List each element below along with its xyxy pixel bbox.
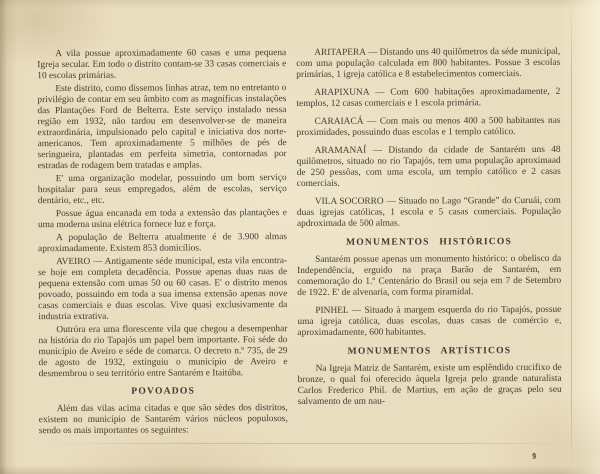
paragraph: Santarém possue apenas um monumento histórico: o obelisco da Independência, erguido na praça Barão de Santarém, em comemoração do 1.º Centenário do Brasil ou seja em 7 de Setembro de 1922. E' de alvenaria, com forma piramidal.: [297, 253, 562, 299]
paragraph: Possue água encanada em toda a extensão das plantações e uma moderna usina elétrica fornece luz e força.: [37, 208, 287, 231]
paragraph: ARAPIXUNA — Com 600 habitações aproximadamente, 2 templos, 12 casas comerciais e 1 escola primária.: [296, 86, 561, 110]
paper-crease-line: [40, 443, 570, 444]
paragraph: Na Igreja Matriz de Santarém, existe um esplêndido crucifixo de bronze, o qual foi oferecido àquela Igreja pelo grande naturalista Carlos Frederico Phil. de Martius, em ação de graças pelo seu salvamento de um nau-: [297, 362, 562, 408]
left-column: [37, 48, 288, 457]
paragraph: PINHEL — Situado à margem esquerda do rio Tapajós, possue uma igreja católica, duas escolas, duas casas de comércio e, aproximadamente, 600 habitantes.: [297, 304, 562, 339]
section-heading: MONUMENTOS ARTÍSTICOS: [347, 345, 512, 357]
paragraph: VILA SOCORRO — Situado no Lago “Grande” do Curuái, com duas igrejas católicas, 1 escola e 5 casas comerciais. População apdroximada de 500 almas.: [296, 195, 561, 230]
paragraph: A população de Belterra atualmente é de 3.900 almas aproximadamente. Existem 853 domicílios.: [38, 232, 288, 255]
paragraph: Outróra era uma florescente vila que chegou a desempenhar na história do rio Tapajós um papel bem importante. Foi séde do município de Aveiro e séde de comarca. O decreto n.º 735, de 29 de agosto de 1932, extinguiu o município de Aveiro e desmembrou o seu território entre Santarém e Itaitúba.: [38, 324, 288, 380]
right-column: [296, 47, 562, 456]
paragraph: ARITAPÉRA — Distando uns 40 quilômetros da séde municipal, com uma população calculada em 800 habitantes. Possue 3 escolas primárias, 1 igreja católica e 8 estabelecimentos comerciais.: [296, 46, 561, 81]
paragraph: CARAIACÁ — Com mais ou menos 400 a 500 habitantes nas proximidades, possuindo duas escolas e 1 templo católico.: [296, 115, 561, 139]
page-edge-line: [571, 0, 572, 474]
section-heading: MONUMENTOS HISTÓRICOS: [345, 236, 513, 248]
paragraph: E' uma organização modelar, possuindo um bom serviço hospitalar para seus empregados, além de escolas, serviço dentário, etc., etc.: [37, 173, 287, 207]
section-heading: POVOADOS: [131, 385, 196, 397]
page-number-mark: 9: [532, 450, 537, 461]
paragraph: ARAMANAÍ — Distando da cidade de Santarém uns 48 quilômetros, situado no rio Tapajós, tem uma população aproximaad de 250 pessôas, com uma escola, um templo católico e 2 casas comerciais.: [296, 144, 561, 190]
paragraph: A vila possue aproximadamente 60 casas e uma pequena Igreja secular. Em todo o distrito contam-se 33 casas comerciais e 10 escolas primárias.: [37, 48, 287, 82]
paragraph: Este distrito, como dissemos linhas atraz, tem no entretanto o privilégio de contar em seu âmbito com as magníficas instalações das Plantações Ford de Belterra. Este serviço instalado nessa região em 1932, não tardou em desenvolver-se de maneira extraordinária, impulsionado pelo capital e iniciativa dos norte-americanos. Tem aproximadamente 5 milhões de pés de seringueira, plantadas em perfeita simetria, contornadas por estradas de rodagem bem tratadas e amplas.: [37, 83, 287, 172]
paragraph: AVEIRO — Antigamente séde municipal, esta vila encontra-se hoje em completa decadência. Possue apenas duas ruas de pequena extensão com umas 50 ou 60 casas. E' o distrito menos povoado, possuindo em toda a sua imensa extensão apenas nove casas comerciais e duas escolas. Vive quasi exclusivamente da industria extrativa.: [38, 256, 288, 323]
paragraph: Além das vilas acima citadas e que são sèdes dos distritos, existem no município de Santarém vários núcleos populosos, sendo os mais importantes os seguintes:: [38, 403, 288, 437]
